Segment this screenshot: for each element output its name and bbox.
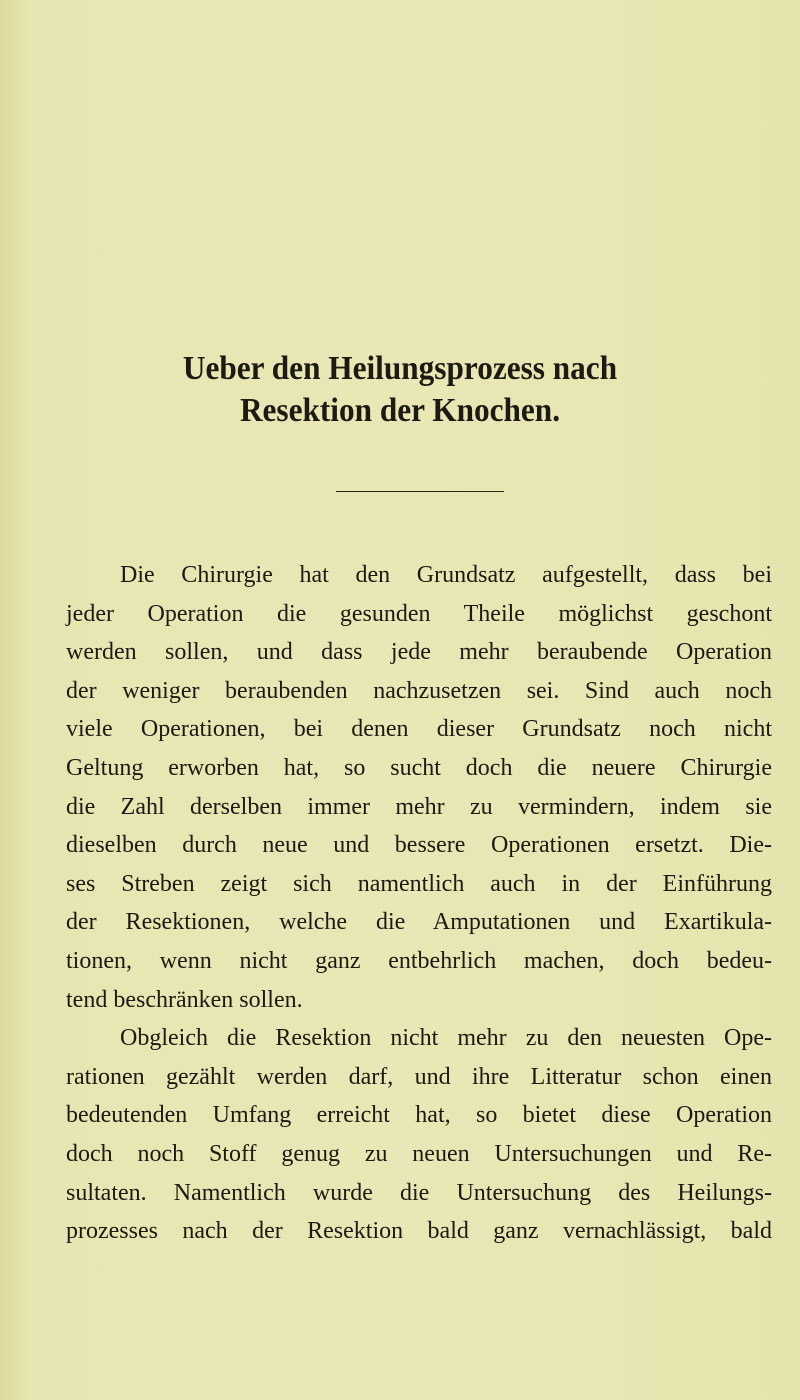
text-line: sultaten. Namentlich wurde die Untersuchung des Heilungs- xyxy=(66,1179,772,1206)
text-line: der Resektionen, welche die Amputationen und Exartikula- xyxy=(66,909,772,936)
paragraph-1 xyxy=(66,556,772,1019)
text-line: rationen gezählt werden darf, und ihre Litteratur schon einen xyxy=(66,1063,772,1090)
text-line: der weniger beraubenden nachzusetzen sei. Sind auch noch xyxy=(66,677,772,704)
text-line: die Zahl derselben immer mehr zu vermindern, indem sie xyxy=(66,793,772,820)
text-line: doch noch Stoff genug zu neuen Untersuchungen und Re- xyxy=(66,1140,772,1167)
text-line: bedeutenden Umfang erreicht hat, so bietet diese Operation xyxy=(66,1102,772,1129)
text-line: Obgleich die Resektion nicht mehr zu den neuesten Ope- xyxy=(120,1025,772,1052)
chapter-title-line-2: Resektion der Knochen. xyxy=(239,392,561,429)
text-line: ses Streben zeigt sich namentlich auch in der Einführung xyxy=(66,870,772,897)
text-line: jeder Operation die gesunden Theile möglichst geschont xyxy=(66,600,772,627)
paragraph-2 xyxy=(66,1019,772,1251)
title-divider xyxy=(336,491,504,492)
body-text xyxy=(66,556,772,1251)
text-line: prozesses nach der Resektion bald ganz vernachlässigt, bald xyxy=(66,1218,772,1245)
text-line: Geltung erworben hat, so sucht doch die neuere Chirurgie xyxy=(66,754,772,781)
chapter-title-line-1: Ueber den Heilungsprozess nach xyxy=(182,350,618,387)
text-line: tionen, wenn nicht ganz entbehrlich machen, doch bedeu- xyxy=(66,947,772,974)
text-line: tend beschränken sollen. xyxy=(66,986,303,1013)
text-line: werden sollen, und dass jede mehr beraubende Operation xyxy=(66,639,772,666)
text-line: dieselben durch neue und bessere Operationen ersetzt. Die- xyxy=(66,832,772,859)
text-line: viele Operationen, bei denen dieser Grundsatz noch nicht xyxy=(66,716,772,743)
text-line: Die Chirurgie hat den Grundsatz aufgestellt, dass bei xyxy=(120,562,772,588)
